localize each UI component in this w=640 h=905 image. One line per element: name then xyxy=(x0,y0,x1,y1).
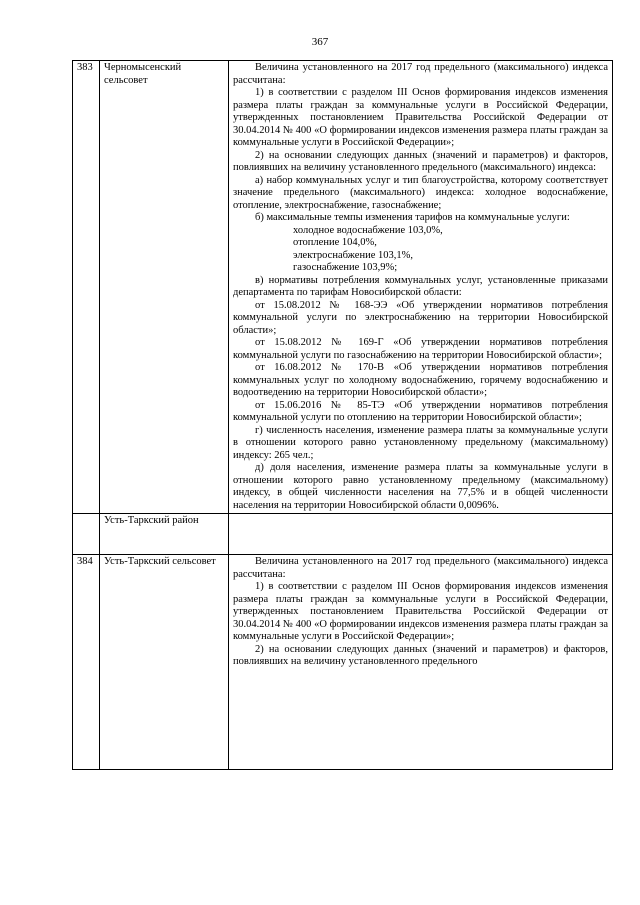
empty-cell xyxy=(229,514,613,555)
row-number: 383 xyxy=(73,61,100,514)
tariff-item: отопление 104,0%, xyxy=(293,237,377,248)
paragraph: д) доля населения, изменение размера платы за коммунальные услуги в отношении которого равно установленному предельному (максимальному) индексу, в общей численности населения на 77,5% и в общей численности населения на территории Новосибирской области 0,0096%. xyxy=(233,462,608,511)
paragraph: а) набор коммунальных услуг и тип благоустройства, которому соответствует значение предельного (максимального) индекса: холодное водоснабжение, отопление, электроснабжение, газоснабжение; xyxy=(233,174,608,211)
municipality-name: Черномысенский сельсовет xyxy=(100,61,229,514)
justification-text xyxy=(229,555,613,770)
paragraph: от 15.06.2016 № 85-ТЭ «Об утверждении нормативов потребления коммунальной услуги по отоплению на территории Новосибирской области»; xyxy=(233,399,608,423)
paragraph: Величина установленного на 2017 год предельного (максимального) индекса рассчитана: xyxy=(233,556,608,580)
tariff-item: газоснабжение 103,9%; xyxy=(293,262,398,273)
justification-text xyxy=(229,61,613,514)
district-name: Усть-Таркский район xyxy=(100,514,229,555)
paragraph: от 15.08.2012 № 168-ЭЭ «Об утверждении нормативов потребления коммунальной услуги по электроснабжению на территории Новосибирской области»; xyxy=(233,299,608,336)
table-row-383 xyxy=(73,61,613,514)
paragraph: г) численность населения, изменение размера платы за коммунальные услуги в отношении которого равно установленному предельному (максимальному) индексу: 265 чел.; xyxy=(233,424,608,461)
indices-table xyxy=(72,60,613,770)
paragraph: от 16.08.2012 № 170-В «Об утверждении нормативов потребления коммунальных услуг по холодному водоснабжению, горячему водоснабжению и водоотведению на территории Новосибирской области»; xyxy=(233,362,608,398)
municipality-name: Усть-Таркский сельсовет xyxy=(100,555,229,770)
paragraph: 2) на основании следующих данных (значений и параметров) и факторов, повлиявших на величину установленного предельного xyxy=(233,643,608,667)
paragraph: 1) в соответствии с разделом III Основ формирования индексов изменения размера платы граждан за коммунальные услуги в Российской Федерации, утвержденных постановлением Правительства Российской Федерации от 30.04.2014 № 400 «О формировании индексов изменения размера платы граждан за коммунальные услуги в Российской Федерации»; xyxy=(233,87,608,148)
paragraph: от 15.08.2012 № 169-Г «Об утверждении нормативов потребления коммунальной услуги по газоснабжению на территории Новосибирской области»; xyxy=(233,337,608,361)
section-row xyxy=(73,514,613,555)
paragraph: 2) на основании следующих данных (значений и параметров) и факторов, повлиявших на величину установленного предельного (максимального) индекса: xyxy=(233,149,608,173)
page-number: 367 xyxy=(311,36,329,48)
paragraph: Величина установленного на 2017 год предельного (максимального) индекса рассчитана: xyxy=(233,62,608,86)
tariff-item: электроснабжение 103,1%, xyxy=(293,249,413,261)
row-number xyxy=(73,514,100,555)
tariff-item: холодное водоснабжение 103,0%, xyxy=(293,224,443,236)
table-row-384 xyxy=(73,555,613,770)
paragraph: б) максимальные темпы изменения тарифов на коммунальные услуги: xyxy=(255,212,570,223)
paragraph: в) нормативы потребления коммунальных услуг, установленные приказами департамента по тарифам Новосибирской области: xyxy=(233,274,608,298)
paragraph: 1) в соответствии с разделом III Основ формирования индексов изменения размера платы граждан за коммунальные услуги в Российской Федерации, утвержденных постановлением Правительства Российской Федерации от 30.04.2014 № 400 «О формировании индексов изменения размера платы граждан за коммунальные услуги в Российской Федерации»; xyxy=(233,581,608,642)
row-number: 384 xyxy=(73,555,100,770)
